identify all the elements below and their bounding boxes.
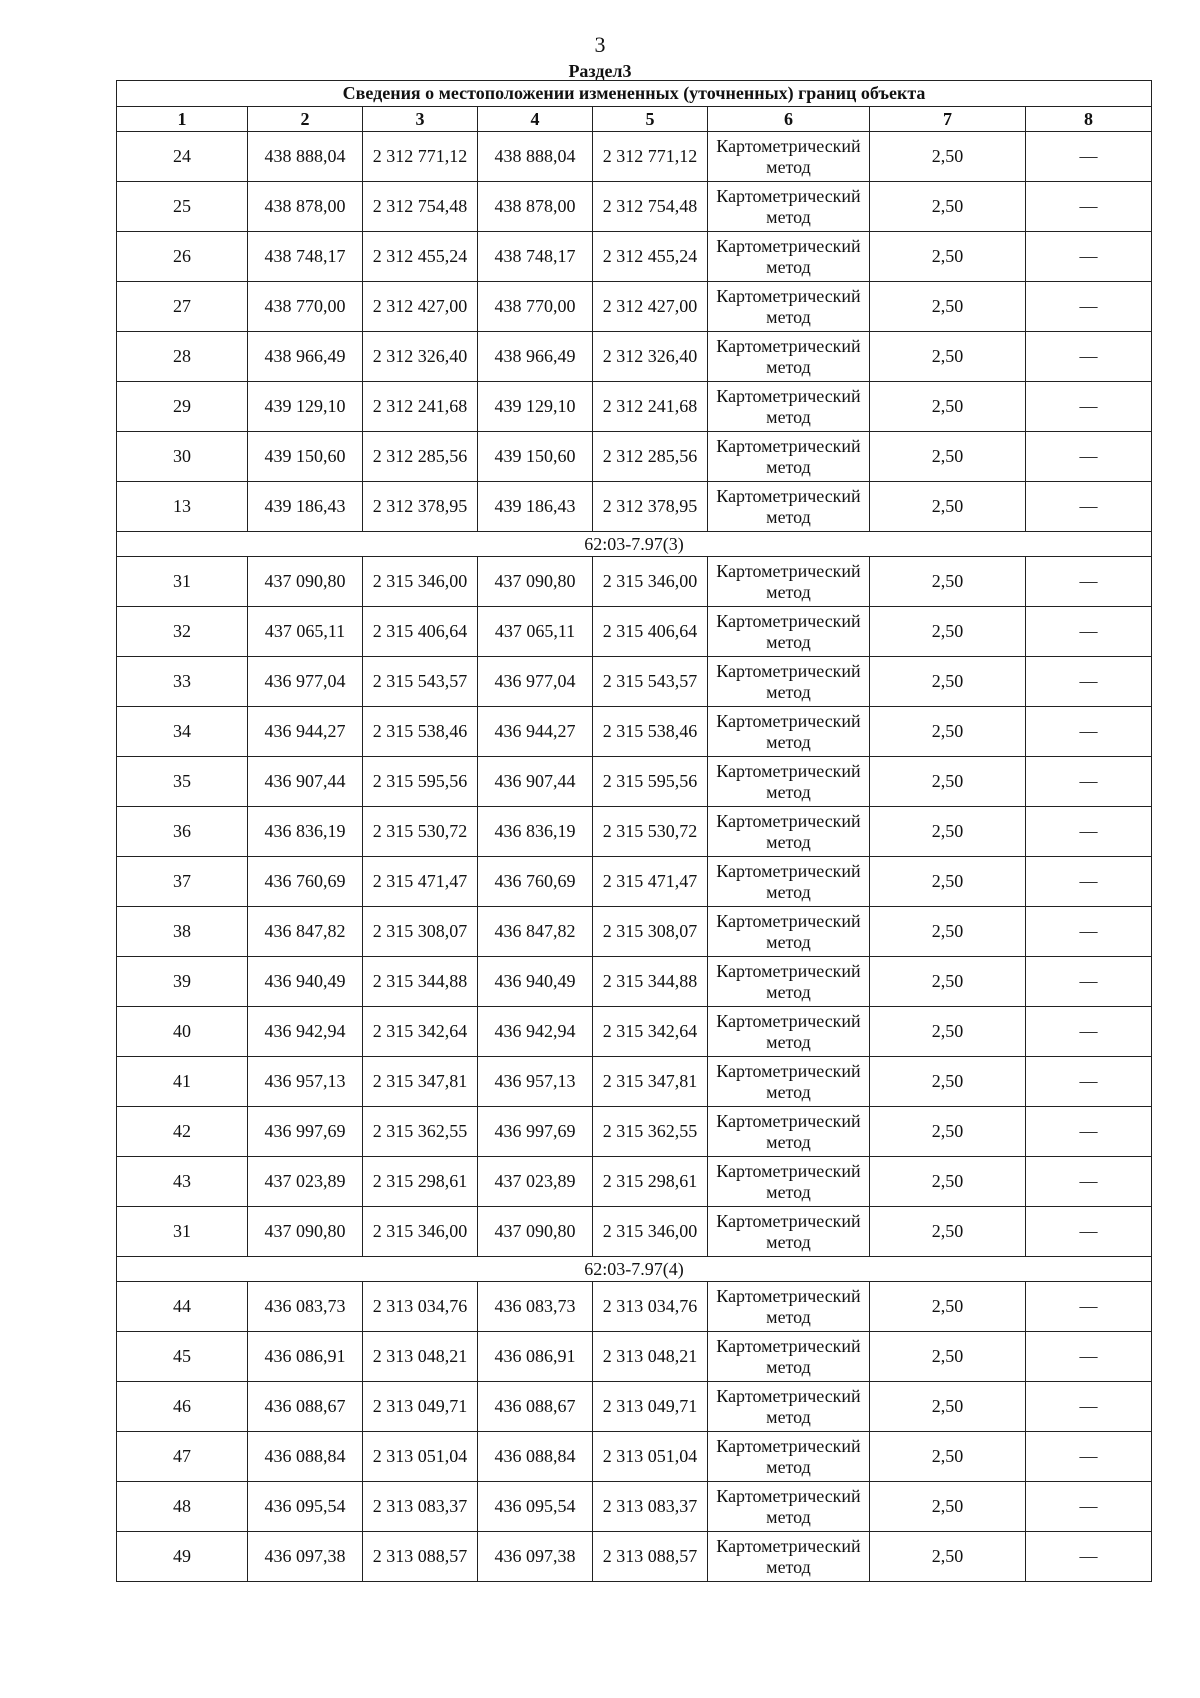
column-header-5: 5: [593, 107, 708, 132]
x-coordinate-new-cell: 436 088,67: [478, 1382, 593, 1432]
x-coordinate-cell: 436 836,19: [248, 807, 363, 857]
dash-cell: —: [1026, 957, 1152, 1007]
x-coordinate-cell: 438 878,00: [248, 182, 363, 232]
section-title: Раздел3: [568, 61, 632, 81]
x-coordinate-cell: 437 090,80: [248, 1207, 363, 1257]
point-number-cell: 47: [117, 1432, 248, 1482]
table-row: [117, 1157, 1152, 1207]
dash-cell: —: [1026, 432, 1152, 482]
method-cell: Картометрический метод: [708, 1007, 870, 1057]
y-coordinate-cell: 2 315 362,55: [363, 1107, 478, 1157]
dash-cell: —: [1026, 1332, 1152, 1382]
y-coordinate-new-cell: 2 313 049,71: [593, 1382, 708, 1432]
method-cell: Картометрический метод: [708, 1157, 870, 1207]
x-coordinate-new-cell: 438 966,49: [478, 332, 593, 382]
accuracy-cell: 2,50: [870, 332, 1026, 382]
table-row: [117, 1107, 1152, 1157]
point-number-cell: 42: [117, 1107, 248, 1157]
dash-cell: —: [1026, 332, 1152, 382]
x-coordinate-cell: 436 086,91: [248, 1332, 363, 1382]
dash-cell: —: [1026, 557, 1152, 607]
column-number-row: [117, 107, 1152, 132]
x-coordinate-new-cell: 439 129,10: [478, 382, 593, 432]
accuracy-cell: 2,50: [870, 1532, 1026, 1582]
y-coordinate-new-cell: 2 313 051,04: [593, 1432, 708, 1482]
table-row: [117, 1532, 1152, 1582]
point-number-cell: 39: [117, 957, 248, 1007]
table-row: [117, 957, 1152, 1007]
y-coordinate-new-cell: 2 313 048,21: [593, 1332, 708, 1382]
accuracy-cell: 2,50: [870, 1332, 1026, 1382]
accuracy-cell: 2,50: [870, 1057, 1026, 1107]
accuracy-cell: 2,50: [870, 1432, 1026, 1482]
y-coordinate-cell: 2 315 347,81: [363, 1057, 478, 1107]
method-cell: Картометрический метод: [708, 757, 870, 807]
y-coordinate-new-cell: 2 313 083,37: [593, 1482, 708, 1532]
method-cell: Картометрический метод: [708, 282, 870, 332]
y-coordinate-new-cell: 2 315 595,56: [593, 757, 708, 807]
accuracy-cell: 2,50: [870, 607, 1026, 657]
x-coordinate-new-cell: 439 186,43: [478, 482, 593, 532]
accuracy-cell: 2,50: [870, 182, 1026, 232]
x-coordinate-new-cell: 436 977,04: [478, 657, 593, 707]
accuracy-cell: 2,50: [870, 432, 1026, 482]
y-coordinate-new-cell: 2 312 378,95: [593, 482, 708, 532]
table-row: [117, 857, 1152, 907]
point-number-cell: 46: [117, 1382, 248, 1432]
point-number-cell: 43: [117, 1157, 248, 1207]
point-number-cell: 25: [117, 182, 248, 232]
table-row: [117, 182, 1152, 232]
accuracy-cell: 2,50: [870, 282, 1026, 332]
x-coordinate-cell: 436 940,49: [248, 957, 363, 1007]
table-row: [117, 557, 1152, 607]
accuracy-cell: 2,50: [870, 957, 1026, 1007]
y-coordinate-cell: 2 315 538,46: [363, 707, 478, 757]
dash-cell: —: [1026, 1282, 1152, 1332]
table-row: [117, 657, 1152, 707]
point-number-cell: 24: [117, 132, 248, 182]
x-coordinate-new-cell: 436 083,73: [478, 1282, 593, 1332]
x-coordinate-new-cell: 436 097,38: [478, 1532, 593, 1582]
x-coordinate-cell: 437 090,80: [248, 557, 363, 607]
y-coordinate-new-cell: 2 315 538,46: [593, 707, 708, 757]
x-coordinate-new-cell: 436 836,19: [478, 807, 593, 857]
x-coordinate-new-cell: 437 023,89: [478, 1157, 593, 1207]
x-coordinate-cell: 439 186,43: [248, 482, 363, 532]
dash-cell: —: [1026, 657, 1152, 707]
y-coordinate-new-cell: 2 312 455,24: [593, 232, 708, 282]
y-coordinate-new-cell: 2 312 326,40: [593, 332, 708, 382]
x-coordinate-cell: 438 748,17: [248, 232, 363, 282]
group-label: 62:03-7.97(4): [117, 1257, 1152, 1282]
page-number: 3: [594, 32, 606, 57]
x-coordinate-cell: 436 088,67: [248, 1382, 363, 1432]
method-cell: Картометрический метод: [708, 957, 870, 1007]
y-coordinate-cell: 2 315 471,47: [363, 857, 478, 907]
table-title: Сведения о местоположении измененных (уточненных) границ объекта: [117, 81, 1152, 107]
dash-cell: —: [1026, 707, 1152, 757]
table-row: [117, 1482, 1152, 1532]
y-coordinate-cell: 2 313 049,71: [363, 1382, 478, 1432]
table-body: [117, 132, 1152, 1582]
y-coordinate-new-cell: 2 315 543,57: [593, 657, 708, 707]
x-coordinate-cell: 437 065,11: [248, 607, 363, 657]
accuracy-cell: 2,50: [870, 757, 1026, 807]
table-row: [117, 1432, 1152, 1482]
accuracy-cell: 2,50: [870, 1282, 1026, 1332]
table-row: [117, 132, 1152, 182]
table-row: [117, 1282, 1152, 1332]
accuracy-cell: 2,50: [870, 482, 1026, 532]
x-coordinate-cell: 436 944,27: [248, 707, 363, 757]
y-coordinate-new-cell: 2 315 298,61: [593, 1157, 708, 1207]
point-number-cell: 28: [117, 332, 248, 382]
y-coordinate-new-cell: 2 315 346,00: [593, 557, 708, 607]
y-coordinate-new-cell: 2 312 241,68: [593, 382, 708, 432]
accuracy-cell: 2,50: [870, 657, 1026, 707]
x-coordinate-new-cell: 436 760,69: [478, 857, 593, 907]
accuracy-cell: 2,50: [870, 807, 1026, 857]
method-cell: Картометрический метод: [708, 232, 870, 282]
x-coordinate-cell: 438 770,00: [248, 282, 363, 332]
x-coordinate-new-cell: 436 957,13: [478, 1057, 593, 1107]
dash-cell: —: [1026, 1107, 1152, 1157]
y-coordinate-cell: 2 315 344,88: [363, 957, 478, 1007]
y-coordinate-new-cell: 2 312 285,56: [593, 432, 708, 482]
column-header-8: 8: [1026, 107, 1152, 132]
table-row: [117, 807, 1152, 857]
point-number-cell: 26: [117, 232, 248, 282]
x-coordinate-new-cell: 436 940,49: [478, 957, 593, 1007]
table-row: [117, 757, 1152, 807]
method-cell: Картометрический метод: [708, 432, 870, 482]
y-coordinate-cell: 2 315 298,61: [363, 1157, 478, 1207]
dash-cell: —: [1026, 232, 1152, 282]
y-coordinate-new-cell: 2 313 034,76: [593, 1282, 708, 1332]
x-coordinate-cell: 436 088,84: [248, 1432, 363, 1482]
dash-cell: —: [1026, 1532, 1152, 1582]
x-coordinate-new-cell: 436 942,94: [478, 1007, 593, 1057]
accuracy-cell: 2,50: [870, 132, 1026, 182]
method-cell: Картометрический метод: [708, 857, 870, 907]
point-number-cell: 32: [117, 607, 248, 657]
accuracy-cell: 2,50: [870, 1157, 1026, 1207]
method-cell: Картометрический метод: [708, 382, 870, 432]
y-coordinate-new-cell: 2 313 088,57: [593, 1532, 708, 1582]
y-coordinate-new-cell: 2 315 342,64: [593, 1007, 708, 1057]
y-coordinate-new-cell: 2 315 362,55: [593, 1107, 708, 1157]
x-coordinate-new-cell: 437 090,80: [478, 557, 593, 607]
y-coordinate-cell: 2 313 034,76: [363, 1282, 478, 1332]
accuracy-cell: 2,50: [870, 1107, 1026, 1157]
point-number-cell: 27: [117, 282, 248, 332]
point-number-cell: 31: [117, 1207, 248, 1257]
x-coordinate-cell: 436 977,04: [248, 657, 363, 707]
x-coordinate-new-cell: 439 150,60: [478, 432, 593, 482]
dash-cell: —: [1026, 282, 1152, 332]
x-coordinate-cell: 436 083,73: [248, 1282, 363, 1332]
dash-cell: —: [1026, 1207, 1152, 1257]
method-cell: Картометрический метод: [708, 482, 870, 532]
point-number-cell: 29: [117, 382, 248, 432]
y-coordinate-new-cell: 2 315 346,00: [593, 1207, 708, 1257]
x-coordinate-cell: 436 957,13: [248, 1057, 363, 1107]
y-coordinate-cell: 2 315 308,07: [363, 907, 478, 957]
table-row: [117, 1382, 1152, 1432]
y-coordinate-new-cell: 2 315 406,64: [593, 607, 708, 657]
y-coordinate-cell: 2 312 754,48: [363, 182, 478, 232]
x-coordinate-cell: 439 129,10: [248, 382, 363, 432]
y-coordinate-cell: 2 315 595,56: [363, 757, 478, 807]
table-row: [117, 382, 1152, 432]
dash-cell: —: [1026, 1382, 1152, 1432]
table-row: [117, 907, 1152, 957]
y-coordinate-cell: 2 313 088,57: [363, 1532, 478, 1582]
table-row: [117, 332, 1152, 382]
table-row: [117, 482, 1152, 532]
method-cell: Картометрический метод: [708, 332, 870, 382]
x-coordinate-new-cell: 436 086,91: [478, 1332, 593, 1382]
accuracy-cell: 2,50: [870, 557, 1026, 607]
table-row: [117, 1207, 1152, 1257]
dash-cell: —: [1026, 807, 1152, 857]
group-label-row: [117, 1257, 1152, 1282]
y-coordinate-new-cell: 2 315 347,81: [593, 1057, 708, 1107]
method-cell: Картометрический метод: [708, 807, 870, 857]
point-number-cell: 34: [117, 707, 248, 757]
method-cell: Картометрический метод: [708, 132, 870, 182]
point-number-cell: 33: [117, 657, 248, 707]
table-row: [117, 232, 1152, 282]
y-coordinate-cell: 2 313 048,21: [363, 1332, 478, 1382]
y-coordinate-cell: 2 313 051,04: [363, 1432, 478, 1482]
method-cell: Картометрический метод: [708, 1532, 870, 1582]
method-cell: Картометрический метод: [708, 1107, 870, 1157]
column-header-2: 2: [248, 107, 363, 132]
x-coordinate-new-cell: 436 944,27: [478, 707, 593, 757]
method-cell: Картометрический метод: [708, 1057, 870, 1107]
dash-cell: —: [1026, 1057, 1152, 1107]
x-coordinate-cell: 436 907,44: [248, 757, 363, 807]
method-cell: Картометрический метод: [708, 1432, 870, 1482]
point-number-cell: 49: [117, 1532, 248, 1582]
x-coordinate-cell: 438 966,49: [248, 332, 363, 382]
dash-cell: —: [1026, 482, 1152, 532]
y-coordinate-new-cell: 2 315 471,47: [593, 857, 708, 907]
x-coordinate-cell: 436 760,69: [248, 857, 363, 907]
y-coordinate-cell: 2 315 346,00: [363, 1207, 478, 1257]
x-coordinate-cell: 436 997,69: [248, 1107, 363, 1157]
method-cell: Картометрический метод: [708, 1282, 870, 1332]
y-coordinate-cell: 2 312 241,68: [363, 382, 478, 432]
point-number-cell: 40: [117, 1007, 248, 1057]
method-cell: Картометрический метод: [708, 1482, 870, 1532]
point-number-cell: 30: [117, 432, 248, 482]
column-header-3: 3: [363, 107, 478, 132]
x-coordinate-new-cell: 438 770,00: [478, 282, 593, 332]
point-number-cell: 44: [117, 1282, 248, 1332]
method-cell: Картометрический метод: [708, 1332, 870, 1382]
y-coordinate-new-cell: 2 312 754,48: [593, 182, 708, 232]
y-coordinate-cell: 2 312 427,00: [363, 282, 478, 332]
x-coordinate-new-cell: 436 847,82: [478, 907, 593, 957]
table-row: [117, 607, 1152, 657]
dash-cell: —: [1026, 757, 1152, 807]
accuracy-cell: 2,50: [870, 1482, 1026, 1532]
dash-cell: —: [1026, 382, 1152, 432]
x-coordinate-new-cell: 436 907,44: [478, 757, 593, 807]
x-coordinate-cell: 436 095,54: [248, 1482, 363, 1532]
table-row: [117, 707, 1152, 757]
method-cell: Картометрический метод: [708, 1207, 870, 1257]
table-row: [117, 1057, 1152, 1107]
x-coordinate-new-cell: 436 997,69: [478, 1107, 593, 1157]
y-coordinate-new-cell: 2 315 530,72: [593, 807, 708, 857]
method-cell: Картометрический метод: [708, 907, 870, 957]
x-coordinate-cell: 436 097,38: [248, 1532, 363, 1582]
dash-cell: —: [1026, 1007, 1152, 1057]
table-row: [117, 1332, 1152, 1382]
method-cell: Картометрический метод: [708, 182, 870, 232]
accuracy-cell: 2,50: [870, 1207, 1026, 1257]
x-coordinate-new-cell: 438 878,00: [478, 182, 593, 232]
accuracy-cell: 2,50: [870, 1382, 1026, 1432]
point-number-cell: 48: [117, 1482, 248, 1532]
accuracy-cell: 2,50: [870, 1007, 1026, 1057]
method-cell: Картометрический метод: [708, 1382, 870, 1432]
y-coordinate-cell: 2 312 326,40: [363, 332, 478, 382]
column-header-4: 4: [478, 107, 593, 132]
x-coordinate-cell: 436 847,82: [248, 907, 363, 957]
method-cell: Картометрический метод: [708, 657, 870, 707]
y-coordinate-cell: 2 315 543,57: [363, 657, 478, 707]
dash-cell: —: [1026, 182, 1152, 232]
y-coordinate-cell: 2 312 378,95: [363, 482, 478, 532]
x-coordinate-cell: 437 023,89: [248, 1157, 363, 1207]
table-row: [117, 1007, 1152, 1057]
y-coordinate-cell: 2 315 346,00: [363, 557, 478, 607]
y-coordinate-new-cell: 2 315 344,88: [593, 957, 708, 1007]
dash-cell: —: [1026, 907, 1152, 957]
x-coordinate-cell: 438 888,04: [248, 132, 363, 182]
column-header-7: 7: [870, 107, 1026, 132]
y-coordinate-cell: 2 312 455,24: [363, 232, 478, 282]
accuracy-cell: 2,50: [870, 382, 1026, 432]
group-label-row: [117, 532, 1152, 557]
dash-cell: —: [1026, 1157, 1152, 1207]
y-coordinate-cell: 2 313 083,37: [363, 1482, 478, 1532]
y-coordinate-cell: 2 312 771,12: [363, 132, 478, 182]
x-coordinate-new-cell: 437 090,80: [478, 1207, 593, 1257]
group-label: 62:03-7.97(3): [117, 532, 1152, 557]
x-coordinate-new-cell: 438 888,04: [478, 132, 593, 182]
point-number-cell: 45: [117, 1332, 248, 1382]
point-number-cell: 37: [117, 857, 248, 907]
point-number-cell: 31: [117, 557, 248, 607]
table-row: [117, 432, 1152, 482]
y-coordinate-cell: 2 315 342,64: [363, 1007, 478, 1057]
column-header-1: 1: [117, 107, 248, 132]
column-header-6: 6: [708, 107, 870, 132]
dash-cell: —: [1026, 607, 1152, 657]
point-number-cell: 13: [117, 482, 248, 532]
table-row: [117, 282, 1152, 332]
x-coordinate-new-cell: 436 095,54: [478, 1482, 593, 1532]
y-coordinate-new-cell: 2 312 427,00: [593, 282, 708, 332]
dash-cell: —: [1026, 1482, 1152, 1532]
x-coordinate-new-cell: 438 748,17: [478, 232, 593, 282]
point-number-cell: 36: [117, 807, 248, 857]
point-number-cell: 41: [117, 1057, 248, 1107]
dash-cell: —: [1026, 1432, 1152, 1482]
y-coordinate-new-cell: 2 315 308,07: [593, 907, 708, 957]
x-coordinate-new-cell: 437 065,11: [478, 607, 593, 657]
x-coordinate-cell: 436 942,94: [248, 1007, 363, 1057]
y-coordinate-cell: 2 315 530,72: [363, 807, 478, 857]
y-coordinate-new-cell: 2 312 771,12: [593, 132, 708, 182]
method-cell: Картометрический метод: [708, 607, 870, 657]
y-coordinate-cell: 2 315 406,64: [363, 607, 478, 657]
point-number-cell: 35: [117, 757, 248, 807]
method-cell: Картометрический метод: [708, 557, 870, 607]
method-cell: Картометрический метод: [708, 707, 870, 757]
x-coordinate-new-cell: 436 088,84: [478, 1432, 593, 1482]
x-coordinate-cell: 439 150,60: [248, 432, 363, 482]
y-coordinate-cell: 2 312 285,56: [363, 432, 478, 482]
accuracy-cell: 2,50: [870, 232, 1026, 282]
dash-cell: —: [1026, 132, 1152, 182]
point-number-cell: 38: [117, 907, 248, 957]
accuracy-cell: 2,50: [870, 857, 1026, 907]
accuracy-cell: 2,50: [870, 907, 1026, 957]
dash-cell: —: [1026, 857, 1152, 907]
coordinates-table: [116, 80, 1152, 1582]
accuracy-cell: 2,50: [870, 707, 1026, 757]
